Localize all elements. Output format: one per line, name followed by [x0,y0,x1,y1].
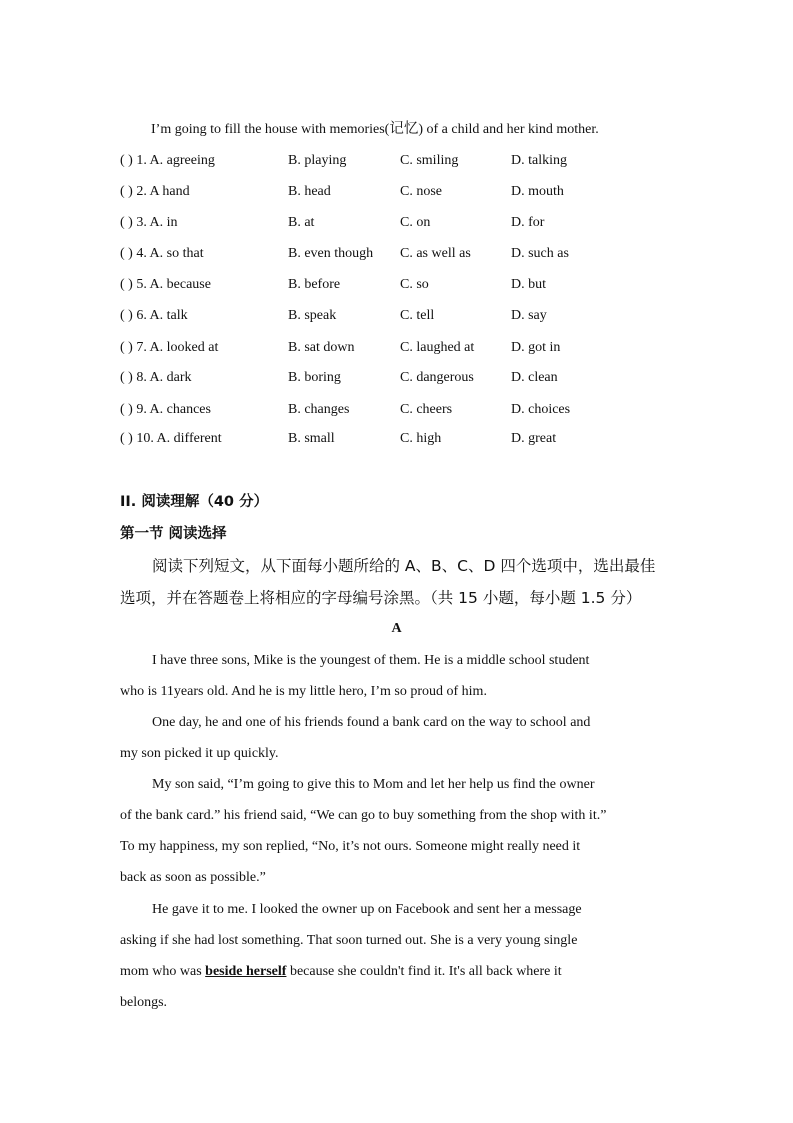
question-option-a: ( ) 5. A. because [120,277,211,292]
question-option-a: ( ) 2. A hand [120,184,190,199]
passage-line: I have three sons, Mike is the youngest of them. He is a middle school student [152,653,590,668]
passage-line: who is 11years old. And he is my little hero, I’m so proud of him. [120,684,487,699]
passage-line: belongs. [120,995,168,1010]
question-option-b: B. speak [288,308,337,323]
passage-line: back as soon as possible.” [120,870,266,885]
question-option-b: B. sat down [288,340,355,355]
question-option-c: C. tell [400,308,435,323]
question-option-a: ( ) 10. A. different [120,431,222,446]
question-option-d: D. for [511,215,545,230]
question-option-c: C. smiling [400,153,459,168]
question-option-b: B. at [288,215,315,230]
question-option-c: C. nose [400,184,442,199]
question-option-a: ( ) 8. A. dark [120,370,192,385]
passage-line: my son picked it up quickly. [120,746,279,761]
question-option-c: C. as well as [400,246,471,261]
question-option-d: D. such as [511,246,569,261]
question-option-b: B. before [288,277,341,292]
question-option-c: C. laughed at [400,340,475,355]
question-option-b: B. boring [288,370,341,385]
passage-label: A [391,621,402,636]
question-option-d: D. great [511,431,557,446]
question-option-c: C. high [400,431,442,446]
passage-line: asking if she had lost something. That soon turned out. She is a very young single [120,933,578,948]
question-option-d: D. clean [511,370,558,385]
question-option-b: B. small [288,431,335,446]
passage-line: He gave it to me. I looked the owner up on Facebook and sent her a message [152,902,582,917]
question-option-b: B. playing [288,153,347,168]
question-option-d: D. got in [511,340,561,355]
intro-text-end: ) of a child and her kind mother. [418,122,599,137]
question-option-c: C. on [400,215,431,230]
question-option-d: D. choices [511,402,571,417]
passage-text: mom who was [120,964,202,979]
question-option-a: ( ) 4. A. so that [120,246,204,261]
passage-line: One day, he and one of his friends found a bank card on the way to school and [152,715,591,730]
question-option-b: B. head [288,184,331,199]
passage-line [120,963,562,981]
passage-line: To my happiness, my son replied, “No, it’s not ours. Someone might really need it [120,839,581,854]
question-option-a: ( ) 7. A. looked at [120,340,219,355]
question-option-b: B. even though [288,246,374,261]
question-option-d: D. say [511,308,547,323]
intro-text: I’m going to fill the house with memories( [151,122,390,137]
question-option-c: C. so [400,277,429,292]
section-title: II. 阅读理解（40 分） [120,494,269,510]
question-option-a: ( ) 6. A. talk [120,308,188,323]
question-option-b: B. changes [288,402,350,417]
question-option-d: D. talking [511,153,567,168]
passage-text: because she couldn't find it. It's all back where it [289,964,562,979]
intro-chinese-gloss: 记忆 [389,121,419,137]
question-option-d: D. but [511,277,546,292]
question-option-a: ( ) 3. A. in [120,215,178,230]
instructions-line-1: 阅读下列短文，从下面每小题所给的 A、B、C、D 四个选项中，选出最佳 [152,557,656,575]
question-option-c: C. dangerous [400,370,474,385]
question-option-a: ( ) 1. A. agreeing [120,153,215,168]
question-option-a: ( ) 9. A. chances [120,402,211,417]
passage-line: My son said, “I’m going to give this to Mom and let her help us find the owner [152,777,595,792]
question-option-c: C. cheers [400,402,453,417]
underlined-phrase: beside herself [205,964,287,979]
passage-line: of the bank card.” his friend said, “We can go to buy something from the shop with it.” [120,808,607,823]
subsection-title: 第一节 阅读选择 [120,526,227,542]
instructions-line-2: 选项，并在答题卷上将相应的字母编号涂黑。（共 15 小题，每小题 1.5 分） [120,589,642,607]
question-option-d: D. mouth [511,184,564,199]
intro-line [151,120,599,139]
